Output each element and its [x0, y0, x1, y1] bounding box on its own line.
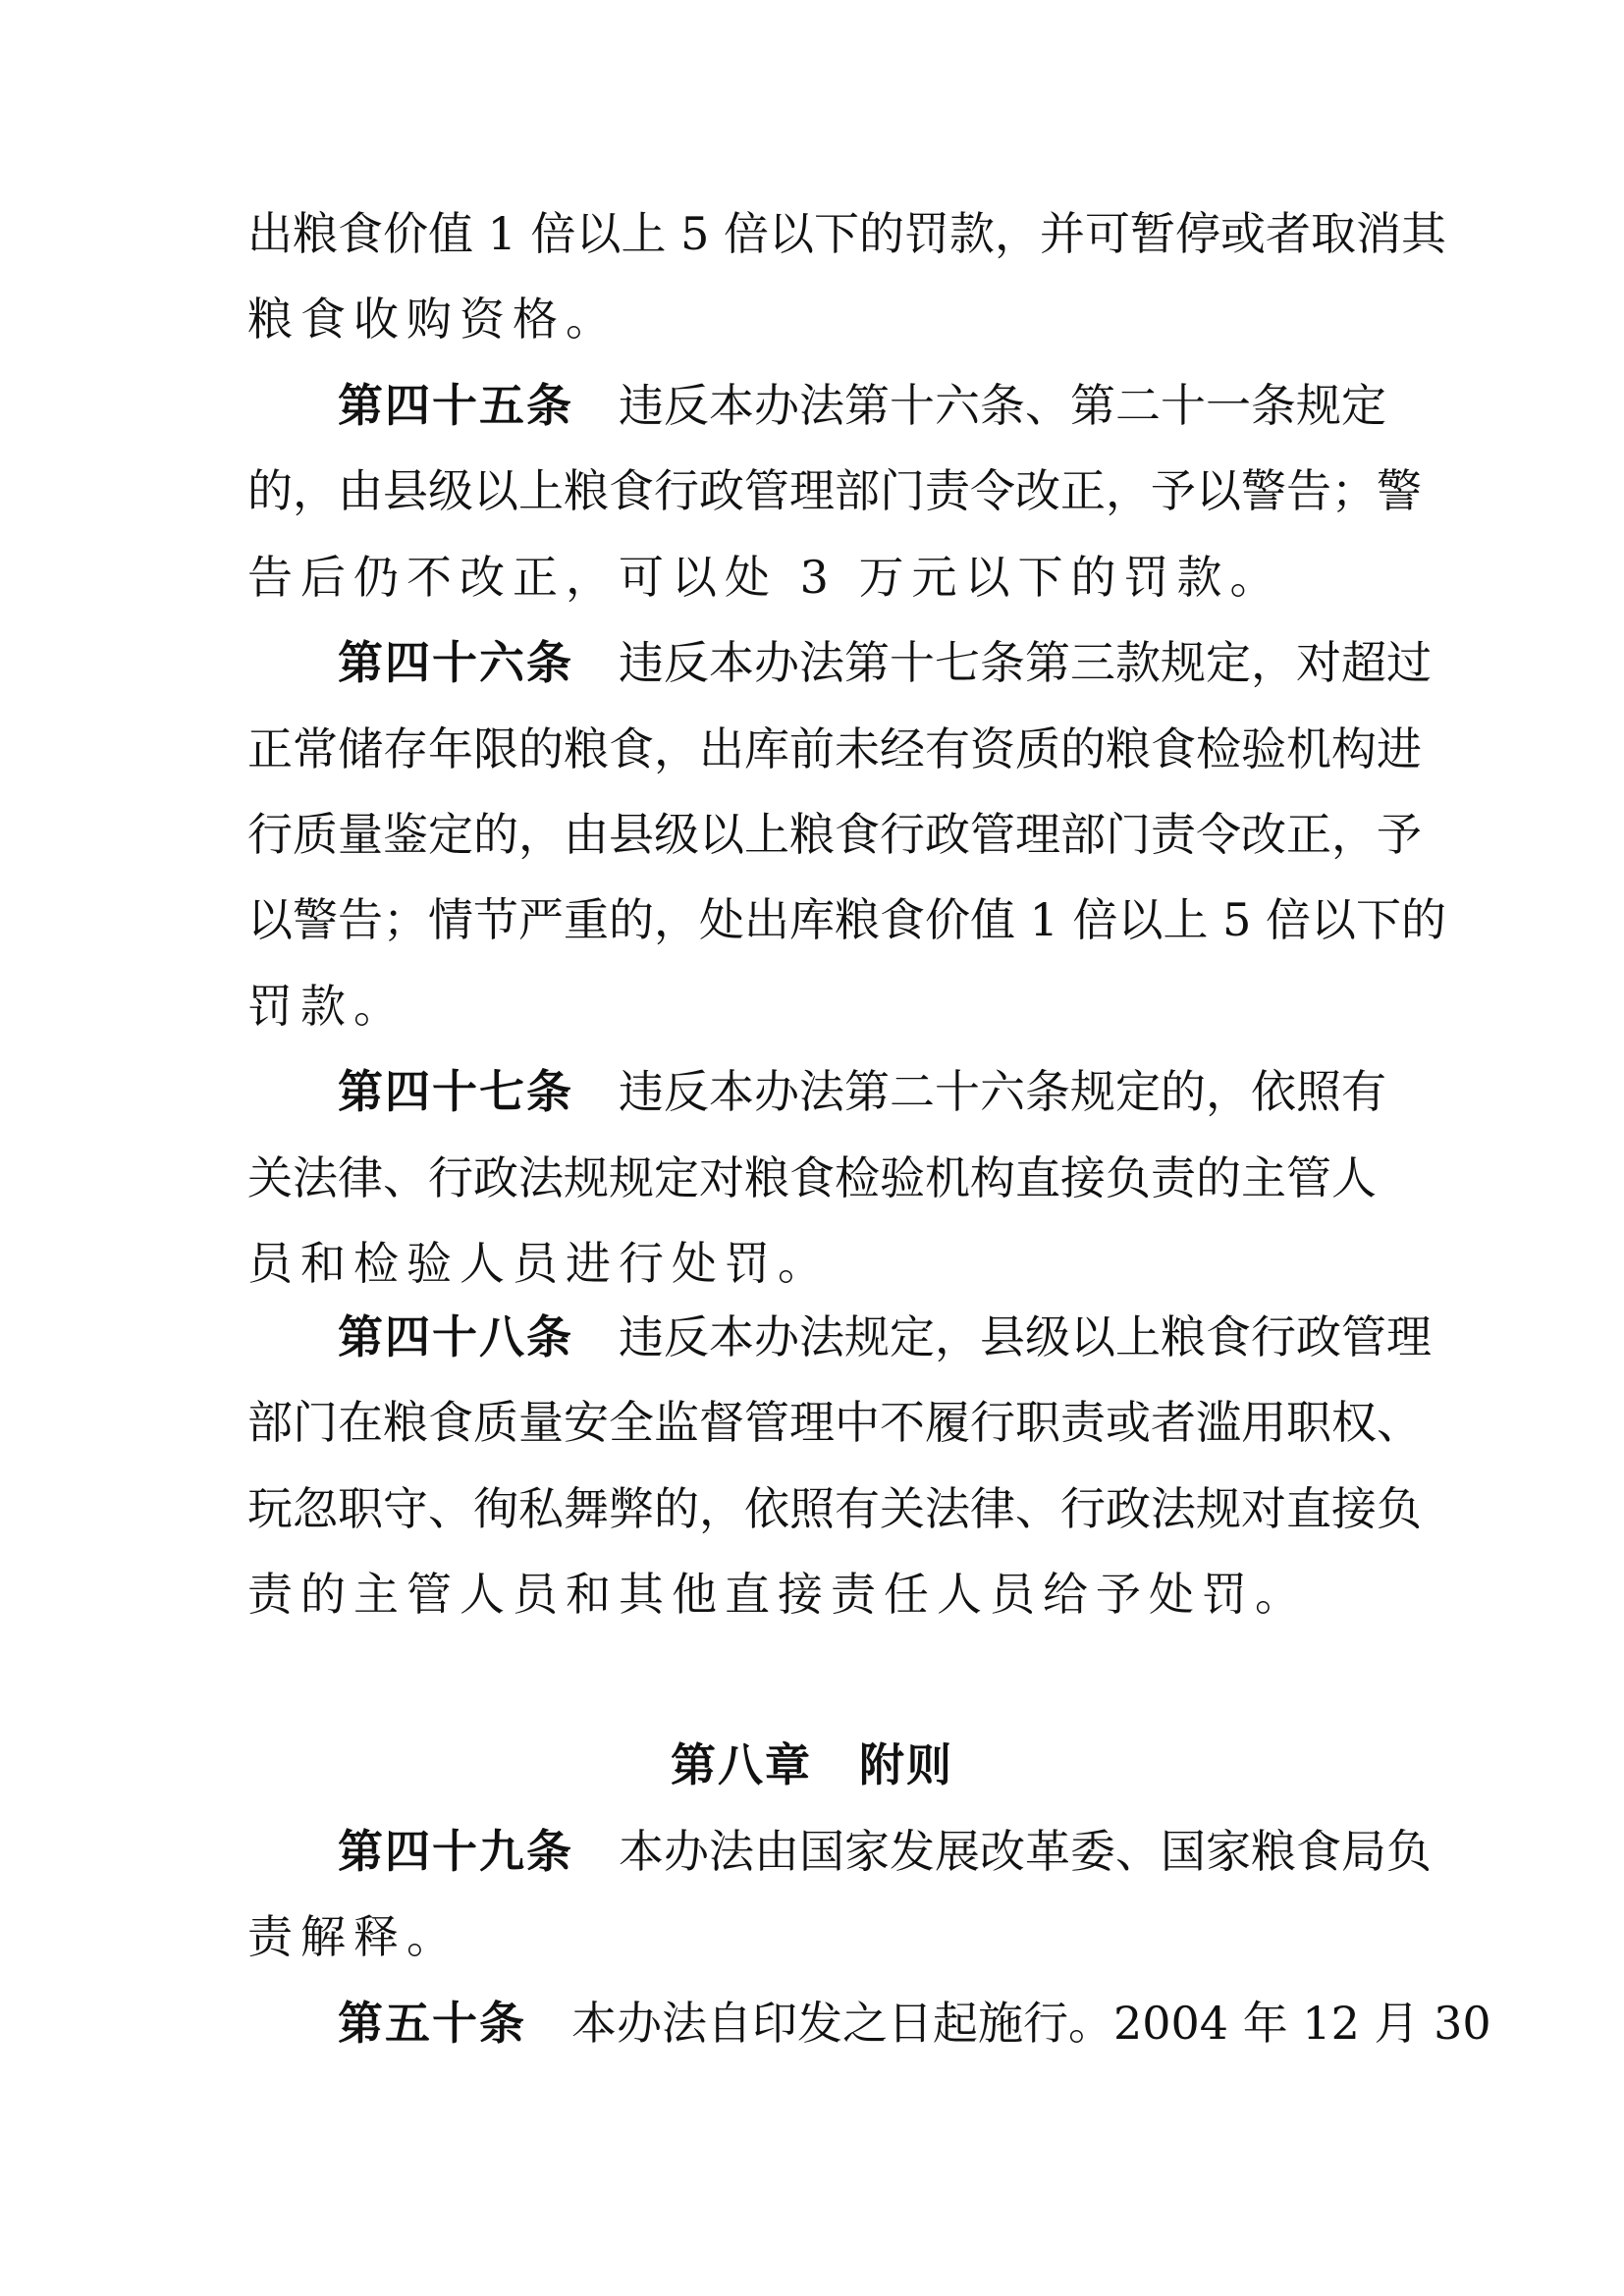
article-48 [338, 1303, 1432, 1371]
chapter-heading: 第八章 附则 [671, 1738, 953, 1791]
article-text: 本办法由国家发展改革委、国家粮食局负 [619, 1825, 1432, 1878]
article-heading: 第四十七条 [338, 1065, 573, 1118]
article-heading: 第四十六条 [338, 636, 573, 689]
paragraph-line: 粮食收购资格。 [247, 293, 619, 346]
article-46 [338, 628, 1432, 697]
article-heading: 第五十条 [338, 1997, 526, 2050]
article-text: 违反本办法第十七条第三款规定，对超过 [619, 636, 1432, 689]
article-text: 违反本办法规定，县级以上粮食行政管理 [619, 1310, 1432, 1363]
paragraph-line: 罚款。 [247, 980, 406, 1033]
article-45 [338, 371, 1386, 440]
article-text: 违反本办法第十六条、第二十一条规定 [619, 379, 1386, 432]
paragraph-line: 部门在粮食质量安全监督管理中不履行职责或者滥用职权、 [247, 1396, 1422, 1449]
article-heading: 第四十八条 [338, 1310, 573, 1363]
article-heading: 第四十五条 [338, 379, 573, 432]
paragraph-line: 的，由县级以上粮食行政管理部门责令改正，予以警告；警 [247, 464, 1422, 517]
article-49 [338, 1817, 1432, 1886]
paragraph-line: 出粮食价值 1 倍以上 5 倍以下的罚款，并可暂停或者取消其 [247, 207, 1447, 260]
paragraph-line: 告后仍不改正，可以处 3 万元以下的罚款。 [247, 551, 1283, 604]
article-text: 违反本办法第二十六条规定的，依照有 [619, 1065, 1386, 1118]
paragraph-line: 以警告；情节严重的，处出库粮食价值 1 倍以上 5 倍以下的 [247, 893, 1447, 946]
article-text: 本办法自印发之日起施行。2004 年 12 月 30 [571, 1997, 1491, 2050]
paragraph-line: 关法律、行政法规规定对粮食检验机构直接负责的主管人 [247, 1151, 1377, 1204]
paragraph-line: 员和检验人员进行处罚。 [247, 1237, 831, 1290]
paragraph-line: 责解释。 [247, 1910, 460, 1963]
paragraph-line: 正常储存年限的粮食，出库前未经有资质的粮食检验机构进 [247, 722, 1422, 775]
paragraph-line: 责的主管人员和其他直接责任人员给予处罚。 [247, 1568, 1308, 1621]
paragraph-line: 行质量鉴定的，由县级以上粮食行政管理部门责令改正，予 [247, 808, 1422, 861]
article-heading: 第四十九条 [338, 1825, 573, 1878]
paragraph-line: 玩忽职守、徇私舞弊的，依照有关法律、行政法规对直接负 [247, 1482, 1422, 1535]
article-50 [338, 1989, 1491, 2057]
article-47 [338, 1057, 1386, 1126]
